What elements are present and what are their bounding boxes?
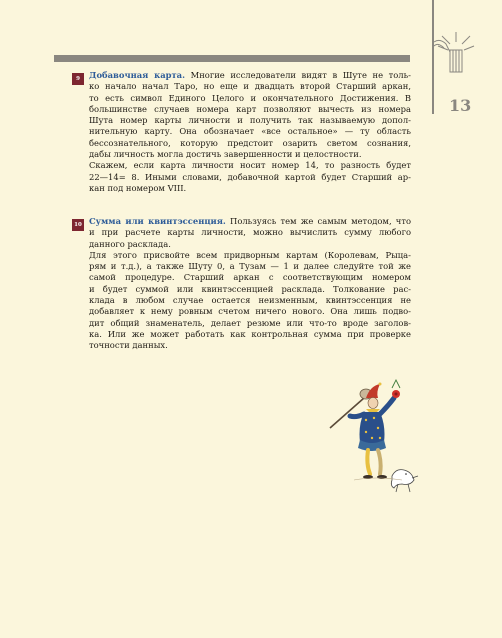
text-line: добавляет к нему ровным счетом ничего нового. Она лишь подво- [89,306,411,317]
text-line: точности данных. [89,340,168,351]
fool-jester-illustration [326,376,422,500]
text-line: то есть символ Единого Целого и окончательного Достижения. В [89,92,411,103]
section-heading: Добавочная карта. [89,70,186,80]
text-line: бессознательного, которую предстоит озарить светом сознания, [89,137,411,148]
section-heading: Сумма или квинтэссенция. [89,216,226,226]
text-line: Скажем, если карта личности носит номер 14, то разность будет [89,160,411,171]
text-line: дит общий знаменатель, делает резюме или что-то вроде заголов- [89,317,411,328]
text-line: данного расклада. [89,238,171,249]
text-line: дабы личность могла достичь завершенности и целостности. [89,149,362,160]
tarot-emblem-icon [432,28,476,82]
text-line: ко начало начал Таро, но еще и двадцать второй Старший аркан, [89,81,411,92]
section-sum-quintessence [89,216,411,352]
section-number-badge: 10 [72,219,84,231]
text-line: нительную карту. Она обозначает «все остальное» — ту область [89,126,411,137]
text-line: самой процедуре. Старший аркан с соответствующим номером [89,272,411,283]
text-line: большинстве случаев номера карт позволяют вычесть из номера [89,103,411,114]
header-rule [54,55,410,62]
text-line: Добавочная карта. Многие исследователи видят в Шуте не толь- [89,70,411,80]
text-line: 22—14= 8. Иными словами, добавочной картой будет Старший ар- [89,171,411,182]
text-line: Для этого присвойте всем придворным картам (Королевам, Рыца- [89,249,411,260]
section-add-card [89,70,411,194]
text-line: ка. Или же может работать как контрольная сумма при проверке [89,328,411,339]
text-line: Шута номер карты личности и получить так называемую допол- [89,115,411,126]
text-line: и будет суммой или квинтэссенцией расклада. Толкование рас- [89,283,411,294]
section-number-badge: 9 [72,73,84,85]
page-number: 13 [449,96,472,115]
text-line: клада в любом случае остается неизменным, квинтэссенция не [89,295,411,306]
text-line: и при расчете карты личности, можно вычислить сумму любого [89,227,411,238]
text-line: Сумма или квинтэссенция. Пользуясь тем же самым методом, что [89,216,411,226]
text-line: кан под номером VIII. [89,182,187,193]
text-line: рям и т.д.), а также Шуту 0, а Тузам — 1 и далее следуйте той же [89,261,411,272]
